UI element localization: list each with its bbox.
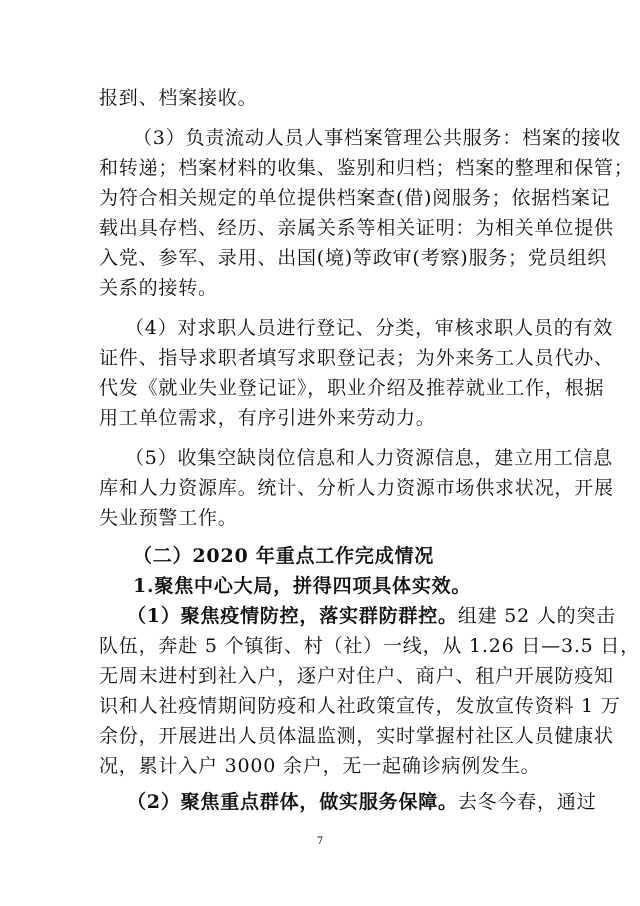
item1-line-3: 无周末进村到社入户，逐户对住户、商户、租户开展防疫知 bbox=[99, 665, 614, 687]
text-line-2: （3）负责流动人员人事档案管理公共服务：档案的接收 bbox=[133, 127, 622, 149]
text-line-13: 库和人力资源库。统计、分析人力资源市场供求状况，开展 bbox=[99, 477, 614, 499]
item2-rest: 去冬今春，通过 bbox=[457, 791, 597, 813]
text-line-3: 和转递；档案材料的收集、鉴别和归档；档案的整理和保管； bbox=[99, 157, 634, 179]
text-line-12: （5）收集空缺岗位信息和人力资源信息，建立用工信息 bbox=[125, 447, 614, 469]
item2-bold-lead: （2）聚焦重点群体，做实服务保障。 bbox=[127, 791, 458, 813]
text-line-6: 入党、参军、录用、出国(境)等政审(考察)服务；党员组织 bbox=[99, 247, 608, 269]
item1-bold-lead: （1）聚焦疫情防控，落实群防群控。 bbox=[127, 605, 458, 627]
text-line-4: 为符合相关规定的单位提供档案查(借)阅服务；依据档案记 bbox=[99, 187, 611, 209]
item1-line-5: 余份，开展进出人员体温监测，实时掌握村社区人员健康状 bbox=[99, 725, 614, 747]
item1-line-6: 况，累计入户 3000 余户，无一起确诊病例发生。 bbox=[99, 755, 541, 777]
item2-first-line bbox=[127, 790, 597, 814]
item1-first-line bbox=[127, 604, 617, 628]
item1-line-4: 识和人社疫情期间防疫和人社政策宣传，发放宣传资料 1 万 bbox=[99, 695, 621, 717]
text-line-7: 关系的接转。 bbox=[99, 277, 218, 299]
item1-line-2: 队伍，奔赴 5 个镇街、村（社）一线，从 1.26 日—3.5 日， bbox=[99, 635, 640, 657]
text-line-5: 载出具存档、经历、亲属关系等相关证明：为相关单位提供 bbox=[99, 217, 614, 239]
sub-heading: 1.聚焦中心大局，拼得四项具体实效。 bbox=[133, 575, 472, 597]
text-line-14: 失业预警工作。 bbox=[99, 507, 238, 529]
text-line-1: 报到、档案接收。 bbox=[99, 87, 258, 109]
text-line-10: 代发《就业失业登记证》，职业介绍及推荐就业工作，根据 bbox=[99, 377, 605, 399]
section-heading: （二）2020 年重点工作完成情况 bbox=[133, 545, 435, 567]
page-number: 7 bbox=[316, 836, 324, 847]
text-line-8: （4）对求职人员进行登记、分类，审核求职人员的有效 bbox=[125, 317, 614, 339]
item1-rest: 组建 52 人的突击 bbox=[457, 605, 617, 627]
text-line-9: 证件、指导求职者填写求职登记表；为外来务工人员代办、 bbox=[99, 347, 614, 369]
text-line-11: 用工单位需求，有序引进外来劳动力。 bbox=[99, 407, 436, 429]
